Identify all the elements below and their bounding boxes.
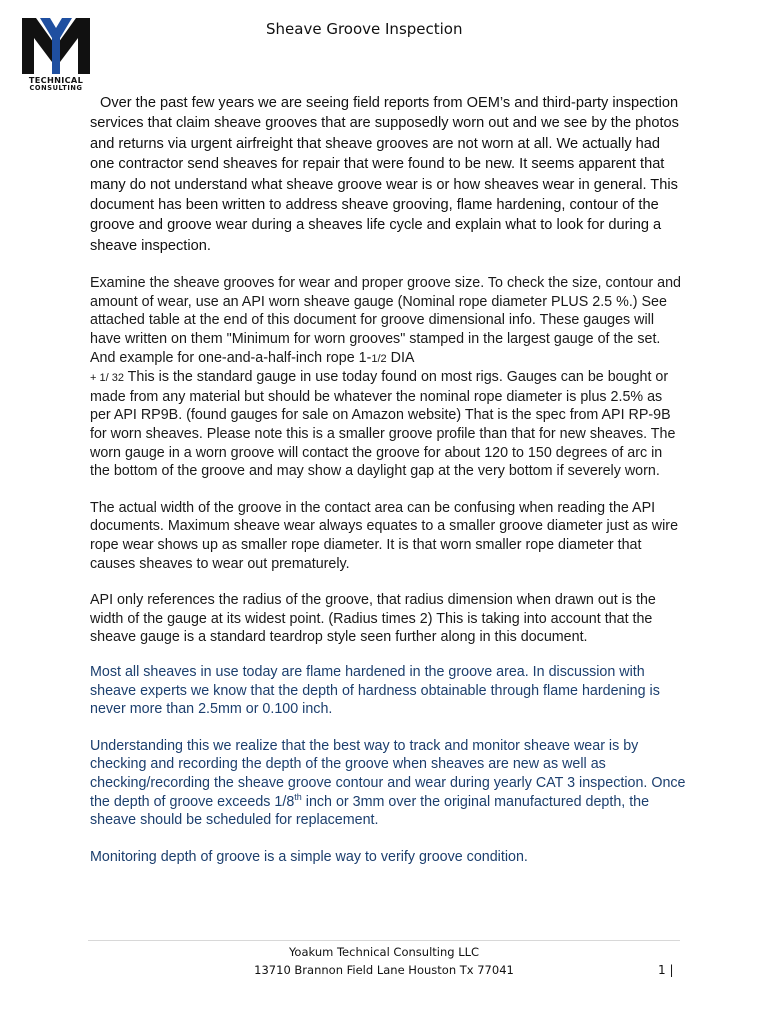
fraction-one-half: 1/2 xyxy=(371,352,387,365)
paragraph-gauge-text-a: Examine the sheave grooves for wear and proper groove size. To check the size, contour and amount of wear, use an API worn sheave gauge (Nominal rope diameter PLUS 2.5 %.) See attached table at the end of this document for groove dimensional info. These gauges will have written on them "Minimum for worn grooves" stamped in the largest gauge of the set. And example for one-and-a-half-inch rope 1- xyxy=(90,275,682,366)
paragraph-radius: API only references the radius of the groove, that radius dimension when drawn out is the width of the gauge at its widest point. (Radius times 2) This is taking into account that the sheave gauge is a standard teardrop style seen further along in this document. xyxy=(90,592,656,646)
paragraph-gauge xyxy=(90,274,686,481)
paragraph-flame-hardened: Most all sheaves in use today are flame hardened in the groove area. In discussion with sheave experts we know that the depth of hardness obtainable through flame hardening is never more than 2.5mm or 0.100 inch. xyxy=(90,663,660,718)
paragraph-gauge-text-c: This is the standard gauge in use today found on most rigs. Gauges can be bought or made from any material but should be whatever the nominal rope diameter is plus 2.5% as per API RP9B. (found gauges for sale on Amazon website) That is the spec from API RP-9B for worn sheaves. Please note this is a smaller groove profile than that for new sheaves. The worn gauge in a worn groove will contact the groove for about 120 to 150 degrees of arc in the bottom of the groove and may show a daylight gap at the very bottom if severely worn. xyxy=(90,369,676,480)
footer-company: Yoakum Technical Consulting LLC xyxy=(288,945,480,959)
document-body xyxy=(90,93,686,866)
page-number: 1 | xyxy=(658,963,674,977)
fraction-plus-one-32: + 1/ 32 xyxy=(90,372,124,385)
paragraph-gauge-text-b: DIA xyxy=(386,349,415,366)
logo-text-consulting: CONSULTING xyxy=(29,84,83,92)
paragraph-groove-width: The actual width of the groove in the contact area can be confusing when reading the API documents. Maximum sheave wear always equates to a smaller groove diameter just as wire rope wear shows up as smaller rope diameter. It is that worn smaller rope diameter that causes sheaves to wear out prematurely. xyxy=(90,499,679,572)
paragraph-track-wear-text-b: inch or 3mm over the original manufactured depth, the sheave should be scheduled for replacement. xyxy=(90,793,650,829)
company-logo xyxy=(20,16,92,96)
page-title: Sheave Groove Inspection xyxy=(266,20,463,38)
paragraph-track-wear-text-a: Understanding this we realize that the best way to track and monitor sheave wear is by checking and recording the depth of the groove when sheaves are new as well as checking/recording the sheave groove contour and wear during yearly CAT 3 inspection. Once the depth of groove exceeds 1/8 xyxy=(90,737,686,810)
footer-address: 13710 Brannon Field Lane Houston Tx 77041 xyxy=(254,963,514,977)
logo-text-technical: TECHNICAL xyxy=(28,75,84,85)
superscript-th: th xyxy=(294,791,302,802)
paragraph-track-wear xyxy=(90,737,686,830)
footer-divider xyxy=(88,940,680,941)
paragraph-monitoring: Monitoring depth of groove is a simple way to verify groove condition. xyxy=(90,848,528,865)
paragraph-intro: Over the past few years we are seeing field reports from OEM’s and third-party inspection services that claim sheave grooves that are supposedly worn out and we see by the photos and returns via urgent airfreight that sheave grooves are not worn at all. We actually had one contractor send sheaves for repair that were found to be new. It seems apparent that many do not understand what sheave groove wear is or how sheaves wear in general. This document has been written to address sheave grooving, flame hardening, contour of the groove and groove wear during a sheaves life cycle and explain what to look for during a sheave inspection. xyxy=(90,95,679,254)
ym-logo-icon xyxy=(20,16,92,74)
